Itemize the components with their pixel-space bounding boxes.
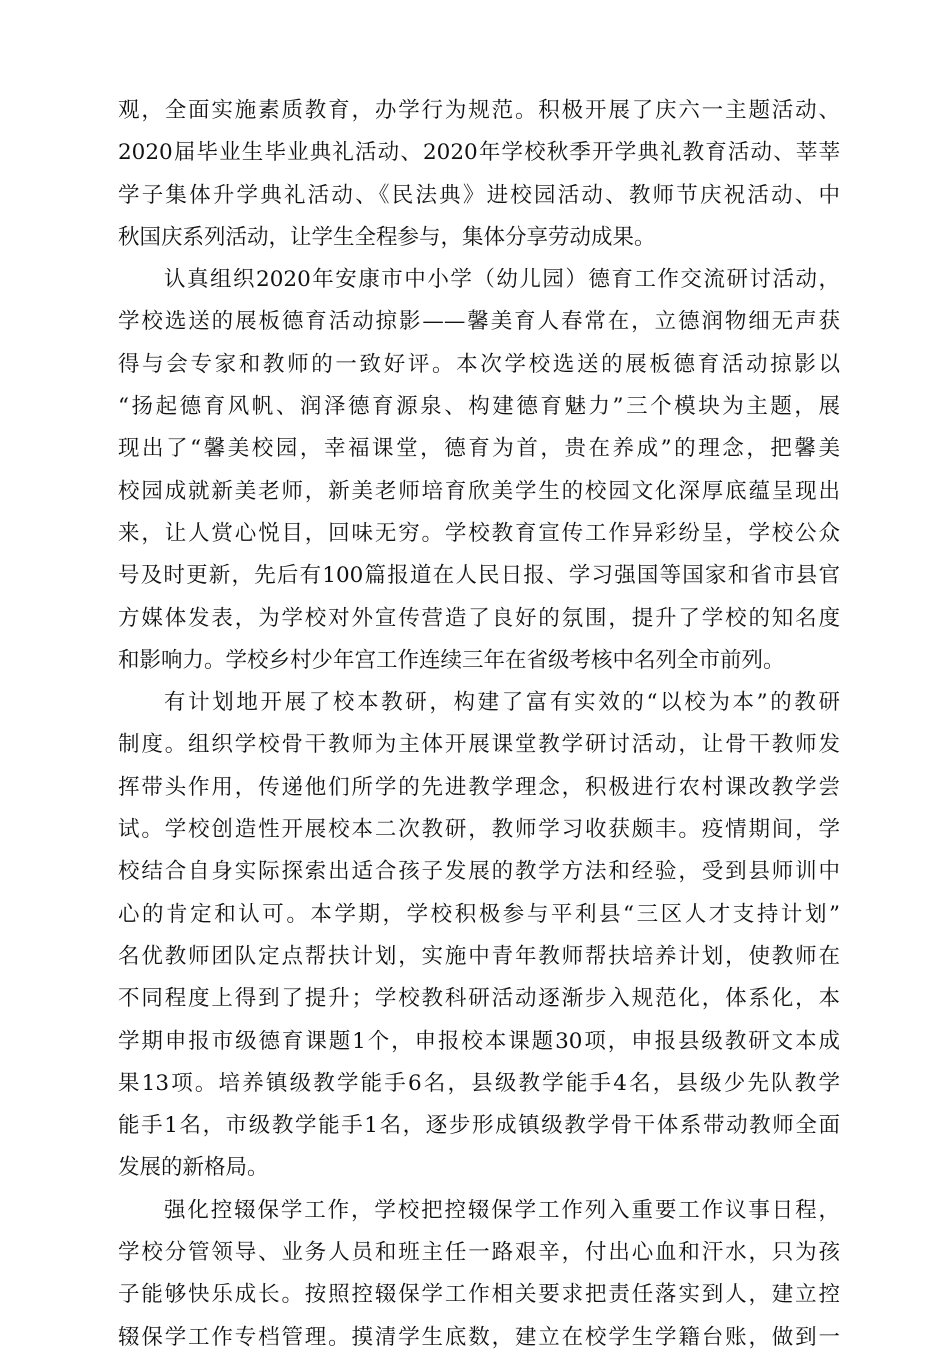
document-body xyxy=(118,90,840,1359)
text-line: 2020届毕业生毕业典礼活动、2020年学校秋季开学典礼教育活动、莘莘 xyxy=(118,140,840,166)
text-line: 心的肯定和认可。本学期，学校积极参与平利县“三区人才支持计划” xyxy=(118,901,840,927)
text-line: 认真组织2020年安康市中小学（幼儿园）德育工作交流研讨活动， xyxy=(164,267,840,293)
text-line: “扬起德育风帆、润泽德育源泉、构建德育魅力”三个模块为主题，展 xyxy=(118,394,840,420)
text-line: 校园成就新美老师，新美老师培育欣美学生的校园文化深厚底蕴呈现出 xyxy=(118,478,840,504)
text-line: 学校分管领导、业务人员和班主任一路艰辛，付出心血和汗水，只为孩 xyxy=(118,1240,840,1266)
paragraph xyxy=(118,90,840,259)
paragraph xyxy=(118,259,840,682)
text-line: 试。学校创造性开展校本二次教研，教师学习收获颇丰。疫情期间，学 xyxy=(118,817,840,843)
text-line: 校结合自身实际探索出适合孩子发展的教学方法和经验，受到县师训中 xyxy=(118,859,840,885)
text-line: 观，全面实施素质教育，办学行为规范。积极开展了庆六一主题活动、 xyxy=(118,98,840,123)
text-line: 子能够快乐成长。按照控辍保学工作相关要求把责任落实到人，建立控 xyxy=(118,1282,840,1308)
text-line: 强化控辍保学工作，学校把控辍保学工作列入重要工作议事日程， xyxy=(164,1197,840,1223)
text-line: 学校选送的展板德育活动掠影——馨美育人春常在，立德润物细无声获 xyxy=(118,309,840,335)
text-line: 和影响力。学校乡村少年宫工作连续三年在省级考核中名列全市前列。 xyxy=(118,647,785,673)
text-line: 学期申报市级德育课题1个，申报校本课题30项，申报县级教研文本成 xyxy=(118,1028,840,1054)
text-line: 现出了“馨美校园，幸福课堂，德育为首，贵在养成”的理念，把馨美 xyxy=(118,436,840,462)
text-line: 有计划地开展了校本教研，构建了富有实效的“以校为本”的教研 xyxy=(164,690,840,716)
text-line: 能手1名，市级教学能手1名，逐步形成镇级教学骨干体系带动教师全面 xyxy=(118,1113,840,1139)
text-line: 果13项。培养镇级教学能手6名，县级教学能手4名，县级少先队教学 xyxy=(118,1070,840,1096)
paragraph xyxy=(118,1190,840,1359)
text-line: 号及时更新，先后有100篇报道在人民日报、学习强国等国家和省市县官 xyxy=(118,563,840,589)
paragraph xyxy=(118,682,840,1190)
text-line: 制度。组织学校骨干教师为主体开展课堂教学研讨活动，让骨干教师发 xyxy=(118,732,840,758)
text-line: 学子集体升学典礼活动、《民法典》进校园活动、教师节庆祝活动、中 xyxy=(118,182,840,208)
text-line: 辍保学工作专档管理。摸清学生底数，建立在校学生学籍台账，做到一 xyxy=(118,1324,840,1350)
text-line: 秋国庆系列活动，让学生全程参与，集体分享劳动成果。 xyxy=(118,224,656,250)
text-line: 不同程度上得到了提升；学校教科研活动逐渐步入规范化，体系化，本 xyxy=(118,986,840,1012)
text-line: 来，让人赏心悦目，回味无穷。学校教育宣传工作异彩纷呈，学校公众 xyxy=(118,520,840,546)
text-line: 发展的新格局。 xyxy=(118,1155,269,1181)
text-line: 方媒体发表，为学校对外宣传营造了良好的氛围，提升了学校的知名度 xyxy=(118,605,840,631)
text-line: 挥带头作用，传递他们所学的先进教学理念，积极进行农村课改教学尝 xyxy=(118,774,840,800)
text-line: 名优教师团队定点帮扶计划，实施中青年教师帮扶培养计划，使教师在 xyxy=(118,943,840,969)
text-line: 得与会专家和教师的一致好评。本次学校选送的展板德育活动掠影以 xyxy=(118,351,840,377)
